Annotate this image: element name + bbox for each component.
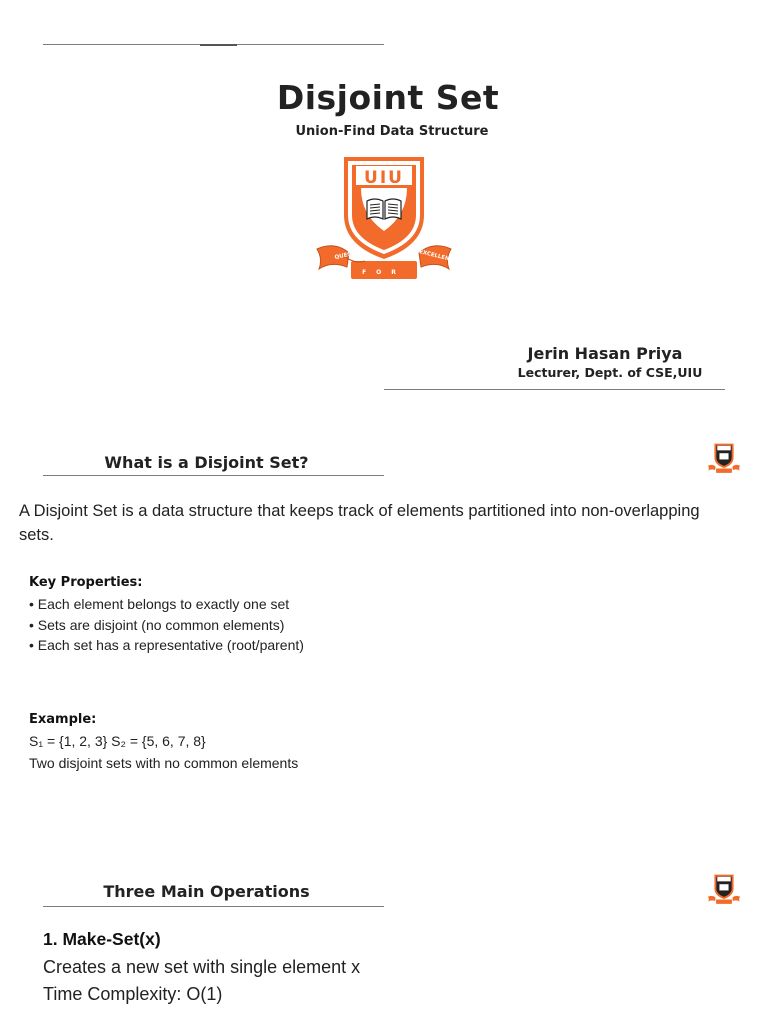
uiu-logo <box>313 153 455 281</box>
svg-text:EXCELLENCE: EXCELLENCE <box>418 249 455 265</box>
small-logo-icon <box>707 872 741 906</box>
example-sets: S₁ = {1, 2, 3} S₂ = {5, 6, 7, 8} <box>29 733 206 749</box>
operation-title: 1. Make-Set(x) <box>43 929 161 949</box>
list-item: • Each set has a representative (root/parent) <box>29 637 304 653</box>
intro-paragraph: A Disjoint Set is a data structure that keeps track of elements partitioned into non-overlapping sets. <box>19 502 700 544</box>
svg-text:FOR: FOR <box>362 269 406 276</box>
author-role: Lecturer, Dept. of CSE,UIU <box>517 365 703 380</box>
svg-text:QUEST: QUEST <box>334 250 356 261</box>
list-item: • Each element belongs to exactly one set <box>29 596 290 612</box>
operation-complexity: Time Complexity: O(1) <box>43 984 223 1004</box>
section-divider <box>43 475 384 476</box>
author-name: Jerin Hasan Priya <box>527 344 683 363</box>
key-properties-label: Key Properties: <box>29 575 143 590</box>
page-subtitle: Union-Find Data Structure <box>295 124 489 139</box>
list-item: • Sets are disjoint (no common elements) <box>29 616 285 633</box>
operation-description: Creates a new set with single element x <box>43 957 361 977</box>
section-heading-what-is: What is a Disjoint Set? <box>104 453 309 472</box>
page-title: Disjoint Set <box>276 78 500 117</box>
example-note: Two disjoint sets with no common elements <box>29 755 299 771</box>
section-divider <box>43 906 384 907</box>
author-divider <box>384 389 725 390</box>
svg-text:UIU: UIU <box>364 168 404 188</box>
top-divider-accent <box>200 44 237 46</box>
small-logo-icon <box>707 441 741 475</box>
section-heading-operations: Three Main Operations <box>103 882 310 901</box>
example-label: Example: <box>29 712 97 727</box>
